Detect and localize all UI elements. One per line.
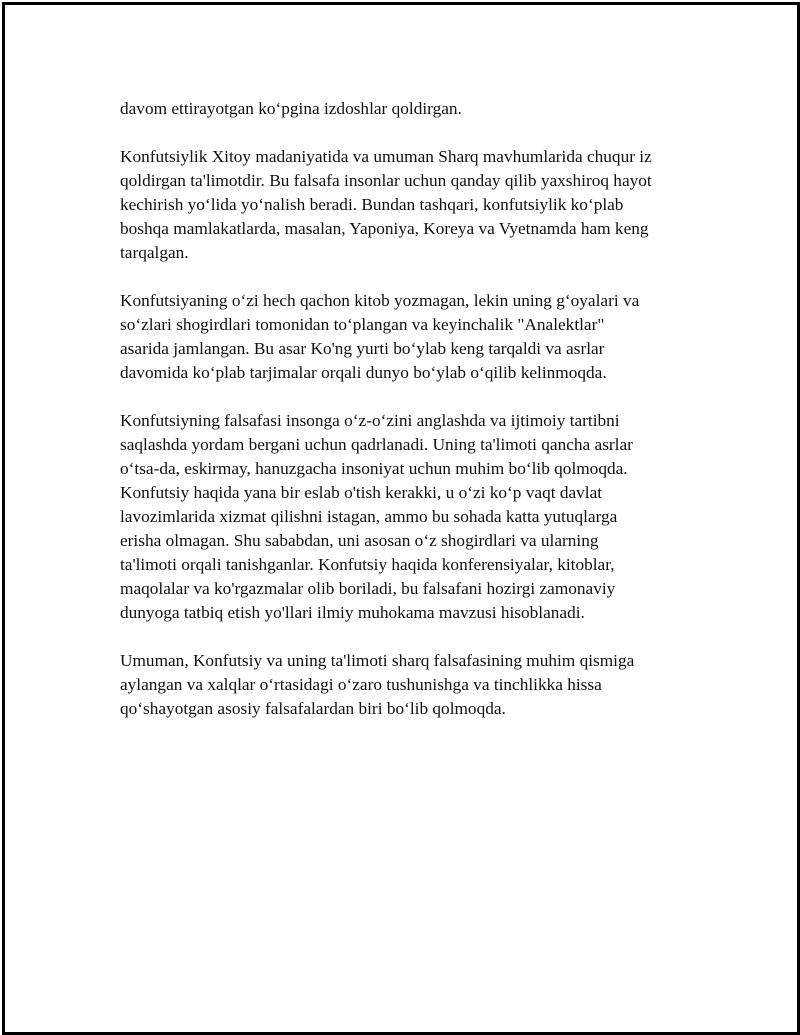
text-line: Konfutsiy haqida yana bir eslab o'tish kerakki, u o‘zi ko‘p vaqt davlat — [120, 483, 603, 502]
text-line: o‘tsa-da, eskirmay, hanuzgacha insoniyat uchun muhim bo‘lib qolmoqda. — [120, 459, 628, 478]
text-line: Konfutsiyning falsafasi insonga o‘z-o‘zini anglashda va ijtimoiy tartibni — [120, 411, 620, 430]
text-line: qo‘shayotgan asosiy falsafalardan biri bo‘lib qolmoqda. — [120, 699, 506, 718]
text-line: aylangan va xalqlar o‘rtasidagi o‘zaro tushunishga va tinchlikka hissa — [120, 675, 602, 694]
paragraph-2 — [120, 145, 695, 265]
text-line: Umuman, Konfutsiy va uning ta'limoti sharq falsafasining muhim qismiga — [120, 651, 635, 670]
text-line: ta'limoti orqali tanishganlar. Konfutsiy haqida konferensiyalar, kitoblar, — [120, 555, 615, 574]
text-line: Konfutsiylik Xitoy madaniyatida va umuman Sharq mavhumlarida chuqur iz — [120, 147, 652, 166]
paragraph-5 — [120, 649, 695, 721]
text-line: so‘zlari shogirdlari tomonidan to‘plangan va keyinchalik "Analektlar" — [120, 315, 605, 334]
text-line: erisha olmagan. Shu sababdan, uni asosan o‘z shogirdlari va ularning — [120, 531, 599, 550]
text-line: boshqa mamlakatlarda, masalan, Yaponiya, Koreya va Vyetnamda ham keng — [120, 219, 649, 238]
text-line: saqlashda yordam bergani uchun qadrlanadi. Uning ta'limoti qancha asrlar — [120, 435, 633, 454]
text-line: qoldirgan ta'limotdir. Bu falsafa insonlar uchun qanday qilib yaxshiroq hayot — [120, 171, 652, 190]
page-frame — [2, 2, 800, 1035]
document-body — [120, 97, 695, 745]
paragraph-3 — [120, 289, 695, 385]
text-line: tarqalgan. — [120, 243, 189, 262]
paragraph-1 — [120, 97, 695, 121]
text-line: lavozimlarida xizmat qilishni istagan, ammo bu sohada katta yutuqlarga — [120, 507, 618, 526]
paragraph-4 — [120, 409, 695, 625]
text-line: kechirish yo‘lida yo‘nalish beradi. Bundan tashqari, konfutsiylik ko‘plab — [120, 195, 624, 214]
text-line: dunyoga tatbiq etish yo'llari ilmiy muhokama mavzusi hisoblanadi. — [120, 603, 585, 622]
text-line: davomida ko‘plab tarjimalar orqali dunyo bo‘ylab o‘qilib kelinmoqda. — [120, 363, 607, 382]
text-line: asarida jamlangan. Bu asar Ko'ng yurti bo‘ylab keng tarqaldi va asrlar — [120, 339, 605, 358]
text-line: maqolalar va ko'rgazmalar olib boriladi, bu falsafani hozirgi zamonaviy — [120, 579, 616, 598]
text-line: davom ettirayotgan ko‘pgina izdoshlar qoldirgan. — [120, 99, 462, 118]
text-line: Konfutsiyaning o‘zi hech qachon kitob yozmagan, lekin uning g‘oyalari va — [120, 291, 640, 310]
